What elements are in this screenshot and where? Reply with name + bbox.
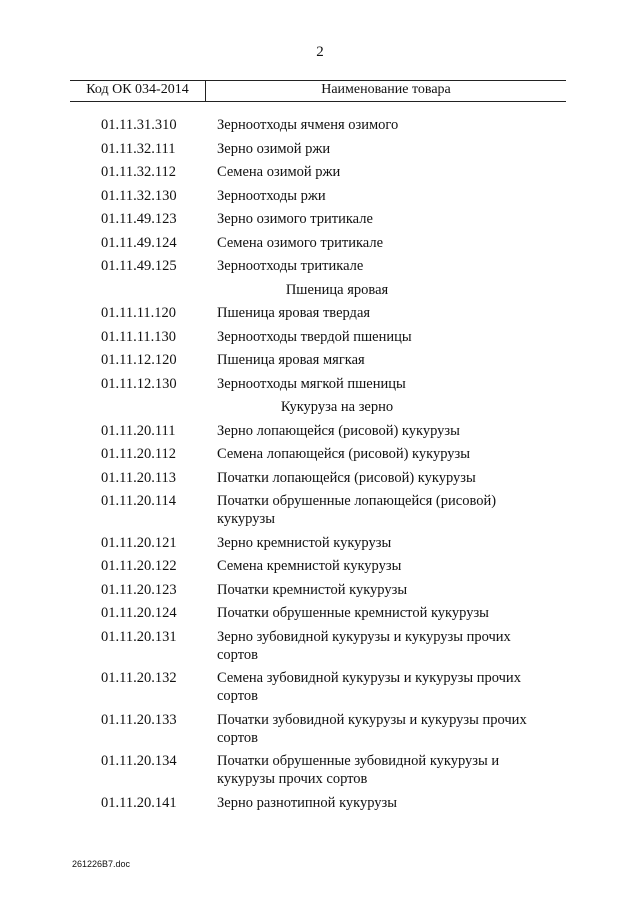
product-name: Зерноотходы твердой пшеницы	[217, 328, 412, 345]
product-name: Семена кремнистой кукурузы	[217, 558, 402, 574]
product-code: 01.11.20.131	[101, 628, 177, 645]
product-code: 01.11.31.310	[101, 117, 177, 133]
product-code: 01.11.49.124	[101, 234, 177, 251]
table-row	[0, 116, 640, 134]
table-row	[0, 557, 640, 575]
product-code: 01.11.20.111	[101, 422, 176, 439]
table-row	[0, 304, 640, 322]
product-name: Початки кремнистой кукурузы	[217, 581, 408, 598]
table-row	[0, 375, 640, 393]
table-row	[0, 187, 640, 205]
product-code: 01.11.49.123	[101, 211, 177, 227]
product-code: 01.11.49.125	[101, 258, 177, 274]
product-name: Зерно лопающейся (рисовой) кукурузы	[217, 422, 460, 439]
product-name: Семена зубовидной кукурузы и кукурузы прочих сортов	[217, 670, 521, 704]
page-number: 2	[316, 44, 324, 60]
section-heading-row	[0, 398, 640, 416]
table-header-name: Наименование товара	[321, 82, 451, 97]
product-name: Зерно разнотипной кукурузы	[217, 794, 398, 811]
table-row	[0, 210, 640, 228]
product-name: Семена озимой ржи	[217, 164, 341, 180]
table-row	[0, 752, 640, 788]
product-name: Зерно зубовидной кукурузы и кукурузы прочих сортов	[217, 628, 511, 663]
table-row	[0, 257, 640, 275]
table-row	[0, 445, 640, 463]
product-code: 01.11.20.141	[101, 794, 177, 811]
product-name: Початки лопающейся (рисовой) кукурузы	[217, 469, 476, 486]
table-row	[0, 469, 640, 487]
table-row	[0, 351, 640, 369]
table-row	[0, 794, 640, 812]
product-code: 01.11.20.134	[101, 753, 177, 769]
table-row	[0, 711, 640, 747]
product-code: 01.11.12.120	[101, 352, 177, 368]
product-code: 01.11.32.112	[101, 164, 177, 180]
product-name: Пшеница яровая мягкая	[217, 352, 365, 368]
product-code: 01.11.11.120	[101, 305, 177, 321]
product-name: Зерно озимого тритикале	[217, 211, 373, 227]
table-row	[0, 234, 640, 252]
table-row	[0, 581, 640, 599]
product-name: Зерно озимой ржи	[217, 140, 331, 157]
product-name: Зерноотходы ячменя озимого	[217, 117, 399, 133]
table-row	[0, 163, 640, 181]
table-header-code: Код ОК 034-2014	[86, 82, 189, 97]
section-heading: Пшеница яровая	[285, 281, 389, 298]
product-code: 01.11.11.130	[101, 328, 177, 345]
product-name: Початки зубовидной кукурузы и кукурузы прочих сортов	[217, 711, 527, 746]
product-code: 01.11.20.114	[101, 493, 177, 509]
product-name: Початки обрушенные зубовидной кукурузы и кукурузы прочих сортов	[217, 753, 500, 787]
table-row	[0, 534, 640, 552]
table-header-bottom-border	[70, 101, 566, 102]
product-code: 01.11.20.121	[101, 534, 177, 551]
section-heading: Кукуруза на зерно	[280, 399, 394, 415]
product-name: Пшеница яровая твердая	[217, 305, 371, 321]
table-row	[0, 492, 640, 528]
product-code: 01.11.20.133	[101, 711, 177, 728]
table-row	[0, 628, 640, 664]
product-code: 01.11.32.130	[101, 187, 177, 204]
product-code: 01.11.12.130	[101, 375, 177, 392]
product-name: Зерноотходы тритикале	[217, 258, 364, 274]
product-table-body	[0, 116, 640, 817]
product-name: Зерноотходы мягкой пшеницы	[217, 375, 406, 392]
product-name: Семена озимого тритикале	[217, 234, 384, 251]
table-row	[0, 669, 640, 705]
product-code: 01.11.20.113	[101, 469, 177, 486]
product-code: 01.11.20.112	[101, 446, 177, 462]
table-row	[0, 328, 640, 346]
section-heading-row	[0, 281, 640, 299]
table-row	[0, 140, 640, 158]
product-name: Початки обрушенные кремнистой кукурузы	[217, 605, 489, 621]
product-code: 01.11.20.124	[101, 605, 177, 621]
product-code: 01.11.20.122	[101, 558, 177, 574]
product-code: 01.11.32.111	[101, 140, 176, 157]
product-code: 01.11.20.132	[101, 670, 177, 686]
product-name: Зерно кремнистой кукурузы	[217, 534, 392, 551]
table-row	[0, 604, 640, 622]
footer-filename: 261226B7.doc	[72, 859, 131, 869]
product-code: 01.11.20.123	[101, 581, 177, 598]
product-name: Зерноотходы ржи	[217, 187, 326, 204]
product-name: Семена лопающейся (рисовой) кукурузы	[217, 446, 471, 462]
table-header-top-border	[70, 80, 566, 81]
table-row	[0, 422, 640, 440]
product-name: Початки обрушенные лопающейся (рисовой) кукурузы	[217, 493, 497, 527]
